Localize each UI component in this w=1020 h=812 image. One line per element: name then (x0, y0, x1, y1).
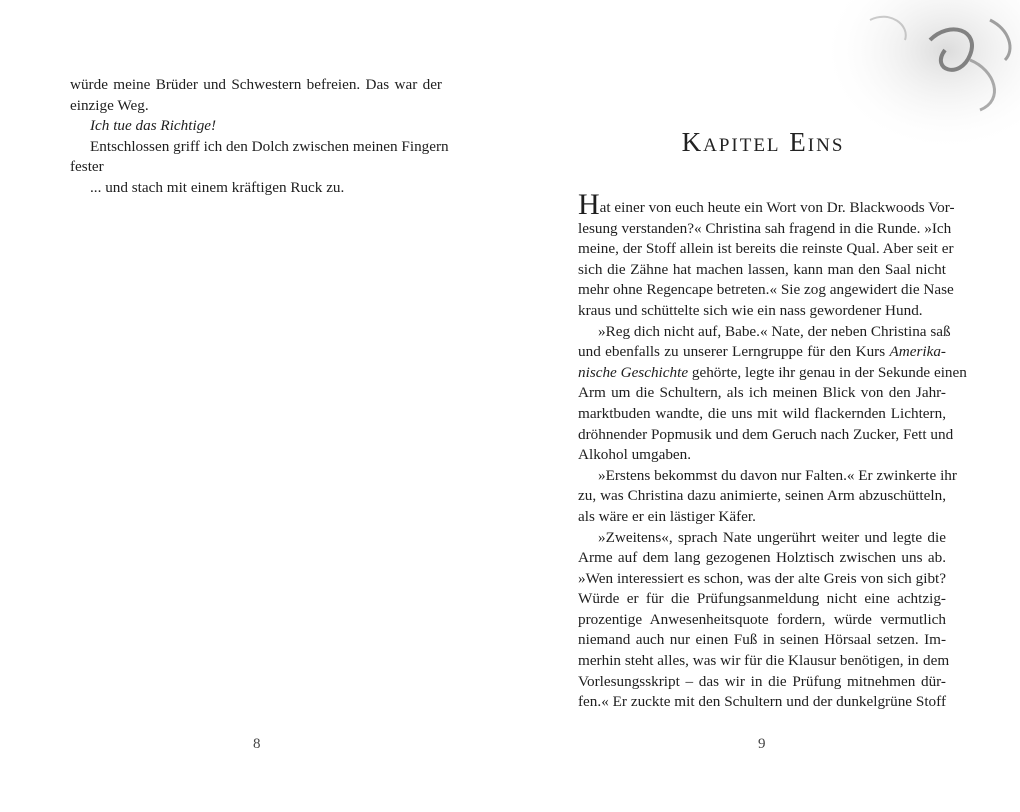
text-line: marktbuden wandte, die uns mit wild flackernden Lichtern, (578, 404, 946, 422)
text-line: würde meine Brüder und Schwestern befreien. Das war der (70, 76, 442, 93)
text-line: zu, was Christina dazu animierte, seinen Arm abzuschütteln, (578, 487, 946, 505)
text-line: einzige Weg. (70, 96, 149, 114)
page-number: 9 (758, 736, 766, 752)
text-line: Arme auf dem lang gezogenen Holztisch zwischen uns ab. (578, 549, 946, 567)
text-line: Arm um die Schultern, als ich meinen Blick von den Jahr- (578, 384, 946, 402)
page-number: 8 (253, 736, 261, 752)
text-span: und ebenfalls zu unserer Lerngruppe für den Kurs (578, 343, 890, 361)
drop-cap: H (578, 188, 599, 221)
text-line: fen.« Er zuckte mit den Schultern und der dunkelgrüne Stoff (578, 693, 946, 711)
text-line: »Erstens bekommst du davon nur Falten.« Er zwinkerte ihr (598, 466, 957, 484)
text-line: meine, der Stoff allein ist bereits die reinste Qual. Aber seit er (578, 240, 954, 258)
text-line: prozentige Anwesenheitsquote fordern, würde vermutlich (578, 610, 946, 628)
text-line: ... und stach mit einem kräftigen Ruck zu. (90, 178, 345, 196)
left-page-text (70, 75, 449, 199)
text-span-italic: nische Geschichte (578, 363, 689, 381)
text-line (578, 188, 955, 221)
right-page-text (578, 188, 967, 713)
text-line: »Reg dich nicht auf, Babe.« Nate, der neben Christina saß (598, 322, 951, 340)
text-line: Alkohol umgaben. (578, 446, 692, 464)
text-line: Würde er für die Prüfungsanmeldung nicht eine achtzig- (578, 590, 946, 608)
text-line: »Zweitens«, sprach Nate ungerührt weiter und legte die (598, 528, 946, 546)
text-line: »Wen interessiert es schon, was der alte Greis von sich gibt? (578, 569, 946, 587)
text-span: at einer von euch heute ein Wort von Dr. Blackwoods Vor- (599, 199, 955, 216)
text-line-italic: Ich tue das Richtige! (90, 117, 217, 135)
text-line: sich die Zähne hat machen lassen, kann man den Saal nicht (578, 260, 946, 278)
text-line: lesung verstanden?« Christina sah fragend in die Runde. »Ich (578, 219, 952, 237)
text-line: als wäre er ein lästiger Käfer. (578, 507, 756, 525)
text-line: kraus und schüttelte sich wie ein nass gewordener Hund. (578, 301, 923, 319)
text-line: mehr ohne Regencape betreten.« Sie zog angewidert die Nase (578, 281, 954, 299)
text-line: dröhnender Popmusik und dem Geruch nach Zucker, Fett und (578, 425, 954, 443)
chapter-title: Kapitel Eins (681, 127, 845, 157)
text-line: Vorlesungsskript – das wir in die Prüfung mitnehmen dür- (578, 672, 946, 690)
text-line: fester (70, 158, 104, 176)
text-line (578, 342, 946, 363)
text-line: niemand auch nur einen Fuß in seinen Hörsaal setzen. Im- (578, 631, 946, 649)
text-line: Entschlossen griff ich den Dolch zwischen meinen Fingern (90, 137, 449, 155)
right-page (510, 0, 1020, 812)
text-span: gehörte, legte ihr genau in der Sekunde einen (688, 363, 967, 381)
text-line: merhin steht alles, was wir für die Klausur benötigen, in dem (578, 652, 950, 670)
text-span-italic: Amerika- (889, 343, 946, 361)
text-line (578, 363, 967, 384)
